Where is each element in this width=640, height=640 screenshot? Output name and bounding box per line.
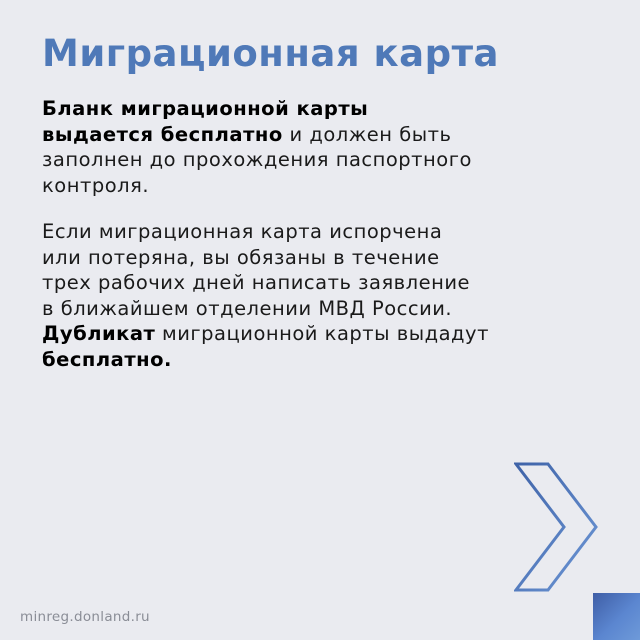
paragraph2-line4-text: в ближайшем отделении МВД России. [42, 296, 453, 320]
paragraph2-line1-text: Если миграционная карта испорчена [42, 220, 443, 243]
page-title: Миграционная карта [42, 32, 500, 75]
paragraph1-line4-text: контроля. [42, 173, 150, 197]
paragraph1-line2-text: и должен быть [282, 122, 452, 146]
paragraph2-line3-text: трех рабочих дней написать заявление [42, 271, 471, 294]
corner-accent-square [593, 593, 640, 640]
paragraph2-line5-text: миграционной карты выдадут [155, 322, 489, 345]
chevron-right-icon [514, 462, 598, 592]
bold-duplicate-text: Дубликат [42, 322, 156, 345]
paragraph1-line3-text: заполнен до прохождения паспортного [42, 148, 472, 171]
paragraph-blank-free [42, 96, 602, 198]
bold-free-final-text: бесплатно. [42, 347, 172, 371]
paragraph-lost-card [42, 219, 602, 372]
bold-free-text: выдается бесплатно [42, 122, 283, 146]
footer-site-url: minreg.donland.ru [20, 609, 150, 625]
bold-blank-text: Бланк миграционной карты [42, 97, 369, 120]
paragraph2-line2-text: или потеряна, вы обязаны в течение [42, 245, 440, 269]
